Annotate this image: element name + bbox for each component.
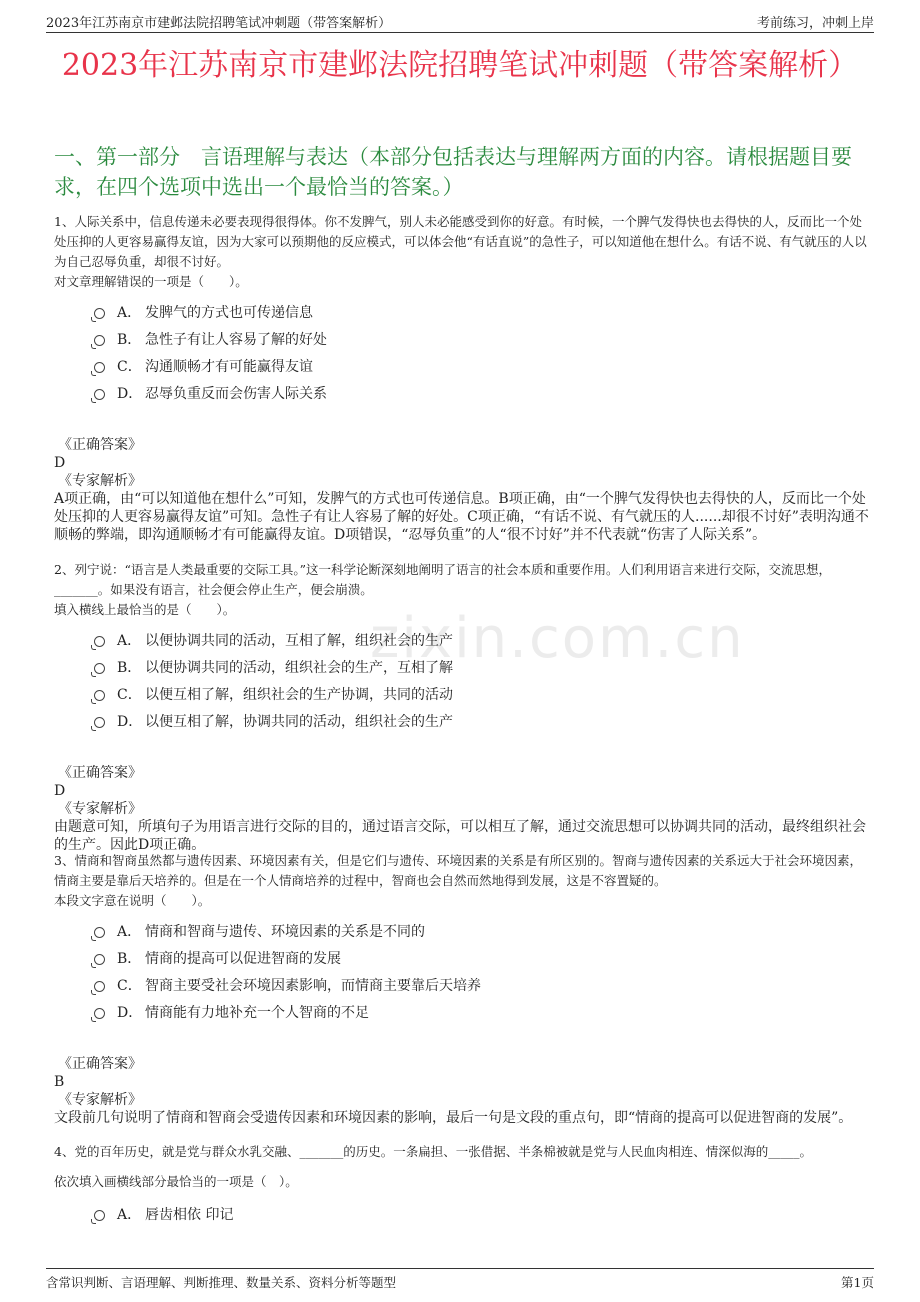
question-2 [54, 560, 872, 854]
option-b[interactable]: B． 以便协调共同的活动，组织社会的生产，互相了解 [94, 655, 872, 682]
explanation: A项正确，由“可以知道他在想什么”可知，发脾气的方式也可传递信息。B项正确，由“一个脾气发得快也去得快的人，反而比一个处处压抑的人更容易赢得友谊”可知。急性子有让人容易了解的好处。C项正确，“有话不说、有气就压的人......却很不讨好”表明沟通不顺畅的弊端，即沟通顺畅才有可能赢得友谊。D项错误，“忍辱负重”的人“很不讨好”并不代表就“伤害了人际关系”。 [54, 491, 869, 543]
answer-value: D [54, 783, 66, 799]
option-c[interactable]: C． 以便互相了解，组织社会的生产协调，共同的活动 [94, 682, 872, 709]
option-b[interactable]: B． 情商的提高可以促进智商的发展 [94, 946, 872, 973]
document-title: 2023年江苏南京市建邺法院招聘笔试冲刺题（带答案解析） [61, 48, 859, 83]
question-stem: 3、情商和智商虽然都与遗传因素、环境因素有关，但是它们与遗传、环境因素的关系是有所区别的。智商与遗传因素的关系远大于社会环境因素，情商主要是靠后天培养的。但是在一个人情商培养的过程中，智商也会自然而然地得到发展，这是不容置疑的。 [54, 853, 862, 888]
answer-label: 《正确答案》 [58, 1056, 142, 1072]
answer-block [54, 436, 872, 544]
question-4 [54, 1142, 872, 1229]
radio-icon[interactable] [94, 362, 105, 373]
answer-value: B [54, 1074, 65, 1090]
option-d[interactable]: D． 忍辱负重反而会伤害人际关系 [94, 381, 872, 408]
radio-icon[interactable] [94, 981, 105, 992]
footer-left: 含常识判断、言语理解、判断推理、数量关系、资料分析等题型 [46, 1275, 397, 1290]
question-ask: 依次填入画横线部分最恰当的一项是（ ）。 [54, 1174, 298, 1189]
radio-icon[interactable] [94, 717, 105, 728]
page-header [46, 12, 874, 33]
radio-icon[interactable] [94, 1210, 105, 1221]
question-1 [54, 212, 872, 544]
explain-label: 《专家解析》 [58, 473, 142, 489]
option-a[interactable]: A． 情商和智商与遗传、环境因素的关系是不同的 [94, 919, 872, 946]
options-list [94, 300, 872, 408]
option-c[interactable]: C． 智商主要受社会环境因素影响，而情商主要靠后天培养 [94, 973, 872, 1000]
radio-icon[interactable] [94, 389, 105, 400]
question-ask: 对文章理解错误的一项是（ ）。 [54, 274, 248, 289]
option-d[interactable]: D． 以便互相了解，协调共同的活动，组织社会的生产 [94, 709, 872, 736]
radio-icon[interactable] [94, 308, 105, 319]
question-ask: 填入横线上最恰当的是（ ）。 [54, 602, 236, 617]
question-stem: 2、列宁说：“语言是人类最重要的交际工具。”这一科学论断深刻地阐明了语言的社会本质和重要作用。人们利用语言来进行交际，交流思想，_______。如果没有语言，社会便会停止生产，便会崩溃。 [54, 562, 831, 597]
answer-label: 《正确答案》 [58, 765, 142, 781]
answer-label: 《正确答案》 [58, 437, 142, 453]
answer-block [54, 1055, 872, 1127]
radio-icon[interactable] [94, 636, 105, 647]
radio-icon[interactable] [94, 690, 105, 701]
option-a[interactable]: A． 以便协调共同的活动，互相了解，组织社会的生产 [94, 628, 872, 655]
radio-icon[interactable] [94, 335, 105, 346]
page-number: 第1页 [841, 1275, 874, 1290]
explain-label: 《专家解析》 [58, 1092, 142, 1108]
watermark: zixin.com.cn [370, 606, 745, 671]
explanation: 由题意可知，所填句子为用语言进行交际的目的，通过语言交际，可以相互了解，通过交流思想可以协调共同的活动，最终组织社会的生产。因此D项正确。 [54, 819, 866, 853]
option-a[interactable]: A． 发脾气的方式也可传递信息 [94, 300, 872, 327]
page-footer [46, 1268, 874, 1290]
answer-value: D [54, 455, 66, 471]
question-stem: 4、党的百年历史，就是党与群众水乳交融、_______的历史。一条扁担、一张借据、半条棉被就是党与人民血肉相连、情深似海的_____。 [54, 1144, 812, 1159]
header-left: 2023年江苏南京市建邺法院招聘笔试冲刺题（带答案解析） [46, 16, 392, 31]
option-d[interactable]: D． 情商能有力地补充一个人智商的不足 [94, 1000, 872, 1027]
radio-icon[interactable] [94, 1008, 105, 1019]
options-list [94, 1202, 872, 1229]
question-ask: 本段文字意在说明（ ）。 [54, 893, 211, 908]
header-right: 考前练习，冲刺上岸 [756, 16, 874, 31]
option-a[interactable]: A． 唇齿相依 印记 [94, 1202, 872, 1229]
answer-block [54, 764, 872, 854]
explanation: 文段前几句说明了情商和智商会受遗传因素和环境因素的影响，最后一句是文段的重点句，即“情商的提高可以促进智商的发展”。 [54, 1110, 853, 1126]
options-list [94, 628, 872, 736]
options-list [94, 919, 872, 1027]
explain-label: 《专家解析》 [58, 801, 142, 817]
question-stem: 1、人际关系中，信息传递未必要表现得很得体。你不发脾气，别人未必能感受到你的好意。有时候，一个脾气发得快也去得快的人，反而比一个处处压抑的人更容易赢得友谊，因为大家可以预期他的反应模式，可以体会他“有话直说”的急性子，可以知道他在想什么。有话不说、有气就压的人以为自己忍辱负重，却很不讨好。 [54, 214, 867, 269]
question-3 [54, 851, 872, 1127]
radio-icon[interactable] [94, 927, 105, 938]
radio-icon[interactable] [94, 954, 105, 965]
option-c[interactable]: C． 沟通顺畅才有可能赢得友谊 [94, 354, 872, 381]
section-heading: 一、第一部分 言语理解与表达（本部分包括表达与理解两方面的内容。请根据题目要求，在四个选项中选出一个最恰当的答案。） [54, 145, 852, 199]
option-b[interactable]: B． 急性子有让人容易了解的好处 [94, 327, 872, 354]
radio-icon[interactable] [94, 663, 105, 674]
